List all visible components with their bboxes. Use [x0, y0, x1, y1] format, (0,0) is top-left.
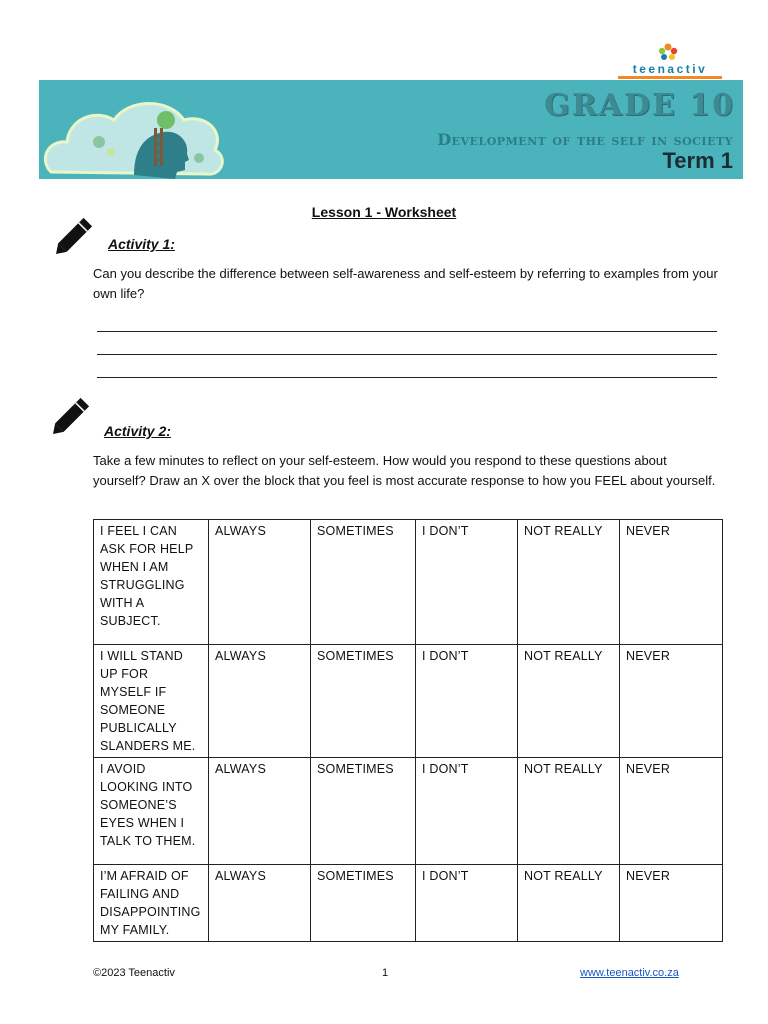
option-cell-i-dont[interactable]: I DON’T [416, 758, 518, 865]
website-link[interactable]: www.teenactiv.co.za [580, 967, 679, 979]
option-cell-never[interactable]: NEVER [620, 758, 723, 865]
self-esteem-table [93, 519, 723, 942]
term-label: Term 1 [662, 148, 733, 173]
option-cell-not-really[interactable]: NOT REALLY [518, 520, 620, 645]
flower-logo-icon [654, 42, 682, 62]
table-row [94, 758, 723, 865]
grade-banner [39, 80, 743, 179]
statement-cell: I WILL STAND UP FOR MYSELF IF SOMEONE PUBLICALLY SLANDERS ME. [94, 645, 209, 758]
logo-tagline-bar [618, 76, 722, 79]
option-cell-always[interactable]: ALWAYS [209, 865, 311, 942]
option-cell-sometimes[interactable]: SOMETIMES [311, 645, 416, 758]
option-cell-always[interactable]: ALWAYS [209, 758, 311, 865]
statement-cell: I AVOID LOOKING INTO SOMEONE’S EYES WHEN I TALK TO THEM. [94, 758, 209, 865]
option-cell-sometimes[interactable]: SOMETIMES [311, 520, 416, 645]
activity-1-title: Activity 1: [108, 236, 175, 252]
activity-1-question: Can you describe the difference between self-awareness and self-esteem by referring to examples from your own life? [93, 266, 718, 301]
table-row [94, 865, 723, 942]
course-subtitle: Development of the self in society [437, 130, 733, 149]
answer-line[interactable] [97, 354, 717, 355]
option-cell-not-really[interactable]: NOT REALLY [518, 645, 620, 758]
option-cell-i-dont[interactable]: I DON’T [416, 865, 518, 942]
statement-cell: I FEEL I CAN ASK FOR HELP WHEN I AM STRUGGLING WITH A SUBJECT. [94, 520, 209, 645]
option-cell-sometimes[interactable]: SOMETIMES [311, 758, 416, 865]
footer-copyright: ©2023 Teenactiv [93, 967, 175, 979]
answer-line[interactable] [97, 331, 717, 332]
option-cell-never[interactable]: NEVER [620, 865, 723, 942]
lesson-title: Lesson 1 - Worksheet [311, 204, 457, 220]
activity-2-title: Activity 2: [104, 423, 171, 439]
option-cell-never[interactable]: NEVER [620, 645, 723, 758]
option-cell-not-really[interactable]: NOT REALLY [518, 865, 620, 942]
cloud-head-illustration-icon [39, 80, 239, 179]
statement-cell: I’M AFRAID OF FAILING AND DISAPPOINTING MY FAMILY. [94, 865, 209, 942]
table-row [94, 520, 723, 645]
option-cell-i-dont[interactable]: I DON’T [416, 645, 518, 758]
option-cell-sometimes[interactable]: SOMETIMES [311, 865, 416, 942]
option-cell-never[interactable]: NEVER [620, 520, 723, 645]
option-cell-i-dont[interactable]: I DON’T [416, 520, 518, 645]
option-cell-not-really[interactable]: NOT REALLY [518, 758, 620, 865]
option-cell-always[interactable]: ALWAYS [209, 645, 311, 758]
pencil-icon [45, 393, 95, 441]
activity-2-instructions: Take a few minutes to reflect on your self-esteem. How would you respond to these questions about yourself? Draw an X over the block that you feel is most accurate response to how you FEEL about yourself. [93, 453, 716, 488]
option-cell-always[interactable]: ALWAYS [209, 520, 311, 645]
grade-heading: GRADE 10 [544, 88, 735, 123]
pencil-icon [48, 213, 98, 261]
logo-name: teenactiv [632, 62, 708, 76]
page-number: 1 [382, 967, 389, 979]
answer-line[interactable] [97, 377, 717, 378]
footer-website [580, 967, 679, 979]
teenactiv-logo [614, 40, 722, 80]
table-row [94, 645, 723, 758]
